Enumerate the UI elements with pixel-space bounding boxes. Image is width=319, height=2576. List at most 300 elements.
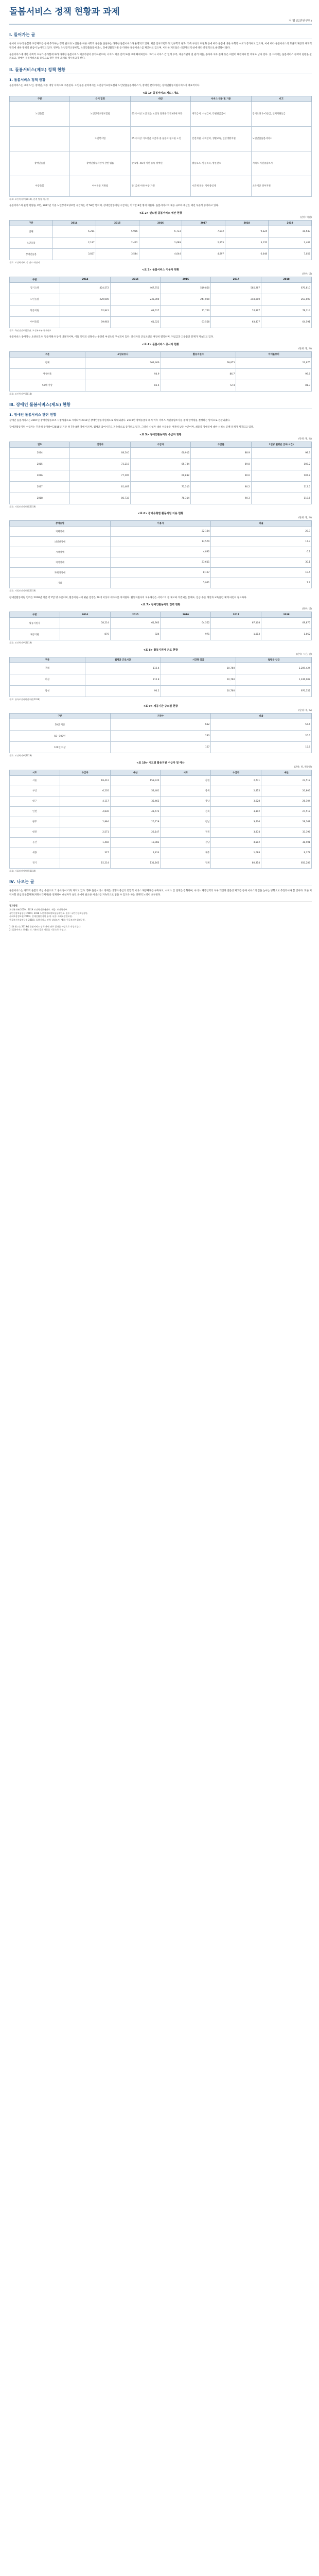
table-cell: 3,406	[211, 817, 261, 827]
table-cell: 8,107	[110, 568, 211, 578]
footnotes	[9, 925, 312, 932]
table-row	[10, 176, 312, 196]
table-cell: 강원	[161, 775, 211, 786]
table-cell: 26,104	[261, 796, 312, 806]
table-cell: 아동돌봄	[10, 176, 70, 196]
table-row	[10, 786, 312, 796]
table-cell: 소득기준 정부지원	[251, 176, 311, 196]
table-cell: 670,810	[261, 282, 312, 294]
table-caption: <표 7> 장애인활동지원 인력 현황	[140, 603, 181, 607]
table-cell: 3,544	[96, 249, 139, 260]
table-cell: 4,044	[139, 249, 182, 260]
table-cell: 노인복지법	[70, 126, 130, 151]
table-row	[10, 719, 312, 731]
table-cell: 72.4	[161, 380, 236, 391]
table-cell: 62,941	[60, 305, 110, 316]
table-row	[10, 282, 312, 294]
table-cell: 363,466	[85, 357, 161, 368]
table-header: 서비스 내용 및 기준	[191, 96, 251, 101]
table-unit: (단위: 명)	[302, 273, 312, 276]
article-title: 돌봄서비스 정책 현황과 과제	[9, 7, 120, 17]
table-header: 구분	[10, 612, 60, 618]
table-unit: (단위: 개, %)	[298, 709, 312, 713]
table-row	[10, 151, 312, 176]
table-cell: 장기요양 1~5등급, 인지지원등급	[251, 101, 311, 126]
table-cell: 3,176	[225, 238, 269, 249]
table-cell: 98.3	[251, 447, 311, 459]
table-caption: <표 2> 연도별 돌봄서비스 예산 현황	[139, 212, 182, 215]
table-cell: 울산	[10, 837, 60, 848]
table-header: 월평균 임금	[236, 657, 312, 663]
table-header: 아이돌보미	[236, 351, 312, 357]
table-row	[10, 537, 312, 547]
table-cell: 99.8	[236, 368, 312, 380]
table-row	[10, 226, 312, 238]
article-author: 저 명 (보건연구원)	[289, 20, 312, 23]
table-cell: 64,552	[161, 618, 211, 629]
table-cell: 38,901	[261, 837, 312, 848]
table-cell: 2018	[10, 493, 70, 504]
table-row	[10, 731, 312, 742]
table-cell: 2,571	[60, 827, 110, 837]
table-row	[10, 578, 312, 588]
table-cell: 50대 이상	[10, 380, 85, 391]
table-cell: 90.3	[191, 493, 251, 504]
table-cell: 81.3	[236, 380, 312, 391]
table-cell: 자폐성장애	[10, 568, 111, 578]
table-cell: 6,205	[60, 786, 110, 796]
table-cell: 1,088	[211, 848, 261, 858]
table-row	[10, 547, 312, 557]
table-cell: 17.3	[211, 537, 312, 547]
table-cell: 2,689	[139, 238, 182, 249]
table-cell: 18,412	[60, 775, 110, 786]
table-row	[10, 101, 312, 126]
table-header: 활동지원사	[161, 351, 236, 357]
table-4	[9, 351, 312, 392]
table-cell: 33,396	[261, 827, 312, 837]
table-cell: 인천	[10, 806, 60, 817]
table-cell: 88.9	[191, 447, 251, 459]
paragraph: 돌봄서비스는 크게 노인, 장애인, 아동 대상 서비스로 구분된다. 노인돌봄 분야에서는 노인장기요양보험과 노인맞춤돌봄서비스가, 장애인 분야에서는 장애인활동지원서비스가 대표적이다.	[9, 84, 200, 88]
table-cell: 58,214	[60, 618, 110, 629]
table-cell: 131,165	[110, 858, 161, 868]
table-row	[10, 685, 312, 697]
table-cell: 2,984	[60, 817, 110, 827]
table-header: 2016	[139, 221, 182, 226]
table-cell: 22,147	[110, 827, 161, 837]
table-5	[9, 442, 312, 504]
table-row	[10, 470, 312, 481]
table-cell: 650,286	[261, 858, 312, 868]
table-header: 2018	[261, 277, 312, 282]
table-cell: 41,672	[110, 806, 161, 817]
table-unit: (단위: 명, %)	[298, 437, 312, 440]
table-cell: 220,000	[60, 294, 110, 305]
table-unit: (단위: 시간, 원)	[296, 653, 312, 656]
table-cell: 89.8	[191, 459, 251, 470]
table-2	[9, 220, 312, 260]
table-header: 시도	[10, 770, 60, 775]
table-cell: 73,218	[70, 459, 130, 470]
table-cell: 86.7	[161, 368, 236, 380]
table-cell: 2017	[10, 481, 70, 493]
table-note: 자료: 보건복지부, 각 연도 예산서	[9, 261, 40, 264]
table-row	[10, 806, 312, 817]
table-header: 비율	[211, 714, 312, 719]
section-heading: Ⅱ. 돌봄서비스(제도) 정책 현황	[9, 67, 312, 74]
table-cell: 2015	[10, 459, 70, 470]
table-cell: 전남	[161, 817, 211, 827]
table-header: 근거 법령	[70, 96, 130, 101]
table-note: 자료: 보건복지부(2019), 관계 법령 재구성	[9, 197, 49, 200]
table-cell: 7.7	[211, 578, 312, 588]
footnote: 1) 본 원고는 2019년 돌봄서비스 정책 관련 연구 결과를 바탕으로 작성되었다.	[9, 925, 81, 928]
table-cell: 90.2	[191, 481, 251, 493]
table-cell: 대구	[10, 796, 60, 806]
table-cell: 69,875	[161, 357, 236, 368]
table-header: 월평균 근로시간	[85, 657, 161, 663]
table-cell: 64,591	[261, 316, 312, 328]
table-note: 자료: 보건복지부(2018)	[9, 392, 32, 395]
table-caption: <표 9> 제공기관 규모별 현황	[143, 705, 178, 708]
table-row	[10, 527, 312, 537]
paragraph: 돌봄서비스의 운영 현황을 보면, 2017년 기준 노인장기요양보험 수급자는 약 58만 명이며, 장애인활동지원 수급자는 약 7만 8천 명에 이른다. 돌봄서비스의 제공 규모와 예산은 매년 꾸준히 증가하고 있다.	[9, 205, 219, 208]
table-cell: 4,836	[60, 806, 110, 817]
table-row	[10, 775, 312, 786]
table-header: 이용자	[110, 521, 211, 527]
table-note: 자료: 사회보장정보원(2019)	[9, 869, 36, 872]
table-cell: 20,806	[261, 786, 312, 796]
table-cell: 전체	[10, 226, 53, 238]
table-7	[9, 612, 312, 640]
table-row	[10, 357, 312, 368]
table-note: 자료: 보건복지부(2019)	[9, 641, 32, 645]
table-header: 수급률	[191, 442, 251, 447]
table-cell: 235,000	[110, 294, 161, 305]
table-cell: 53,481	[110, 786, 161, 796]
table-cell: 4,512	[211, 837, 261, 848]
table-cell: 112.4	[85, 663, 161, 674]
table-cell: 경남	[161, 837, 211, 848]
table-header: 2015	[110, 277, 161, 282]
table-1	[9, 96, 312, 197]
table-cell: 67,108	[211, 618, 261, 629]
table-10	[9, 770, 312, 869]
section-heading: Ⅳ. 나오는 글	[9, 879, 312, 886]
table-cell: 612	[110, 719, 211, 731]
table-header: 예산	[110, 770, 161, 775]
table-row	[10, 380, 312, 391]
table-cell: 10,760	[161, 674, 236, 685]
table-cell: 10,760	[161, 685, 236, 697]
table-cell: 78,314	[130, 493, 190, 504]
table-cell: 12,083	[110, 837, 161, 848]
reference-item: 국민건강보험공단(2019). 2018 노인장기요양보험통계연보. 원주: 국민건강보험공단.	[9, 911, 88, 914]
table-cell: 노인돌봄	[10, 101, 70, 126]
table-caption: <표 3> 돌봄서비스 이용자 현황	[142, 268, 179, 272]
table-cell: 2,731	[211, 775, 261, 786]
table-unit: (단위: 명)	[302, 608, 312, 611]
table-row	[10, 481, 312, 493]
table-cell: 기타	[10, 578, 111, 588]
subsection-heading: 1. 돌봄서비스 정책 현황	[9, 78, 46, 82]
table-cell: 2016	[10, 470, 70, 481]
article-header	[9, 0, 312, 25]
table-cell	[10, 126, 70, 151]
table-cell: 5,214	[52, 226, 96, 238]
table-header: 구분	[10, 221, 53, 226]
table-cell: 6.2	[211, 547, 312, 557]
table-cell: 22,184	[110, 527, 211, 537]
table-cell: 7,056	[269, 249, 312, 260]
paragraph: 들어서 초부터 돌봄과 보장제도를 통해 추가하는 정책 필요와 노인들을 위한 사회적 돌봄을 실천하는 다양한 돌봄서비스가 운영되고 있다. 최근 인구고령화 및 인구학적 변화, 가족 구성의 다변화 등에 따라 돌봄에 대한 사회적 수요가 증가하고 있으며, 이에 따라 돌봄서비스의 효율적 제공과 체계적 관리에 대한 정책적 관심이 높아지고 있다. 정부는 노인장기요양보험, 노인맞춤돌봄서비스, 장애인활동지원 등 다양한 돌봄서비스를 제공하고 있으며, 이러한 제도들은 대상자의 특성에 따라 분절적으로 운영되어 왔다.	[9, 43, 312, 49]
table-cell: 23,512	[261, 775, 312, 786]
table-cell: 대전	[10, 827, 60, 837]
table-cell: 전체	[161, 858, 211, 868]
table-header: 비율	[211, 521, 312, 527]
table-row	[10, 618, 312, 629]
table-row	[10, 557, 312, 568]
table-cell: 59,963	[60, 316, 110, 328]
table-cell: 50~100인	[10, 731, 111, 742]
table-cell: 60,912	[130, 447, 190, 459]
table-cell: 지적장애	[10, 557, 111, 568]
table-row	[10, 294, 312, 305]
table-cell: 활동지원사	[10, 618, 60, 629]
table-cell: 6,733	[139, 226, 182, 238]
table-cell: 73,513	[130, 481, 190, 493]
table-cell: 57.6	[211, 719, 312, 731]
table-header: 대상	[130, 96, 190, 101]
paragraph: 돌봄서비스에 대한 사회적 요구가 증가함에 따라 다양한 돌봄서비스 제공기관이 증가하였으며, 서비스 제공 인력 또한 크게 확대되었다. 그러나 서비스 간 연계 부족, 제공기관의 질 관리 미흡, 종사자 처우 문제 등은 여전히 해결해야 할 과제로 남아 있다. 본 고에서는 돌봄서비스 정책의 현황을 살펴보고, 장애인 돌봄서비스를 중심으로 향후 정책 과제를 제시하고자 한다.	[9, 53, 312, 60]
table-cell: 23,675	[236, 357, 312, 368]
footnote: 2) 돌봄서비스 통계는 각 기관의 공표 자료를 기준으로 하였다.	[9, 928, 66, 931]
table-cell: 78,314	[261, 305, 312, 316]
table-cell: 25,719	[110, 817, 161, 827]
table-header: 2017	[211, 277, 261, 282]
table-header: 비고	[251, 96, 311, 101]
table-cell: 971	[161, 629, 211, 640]
table-cell: 15,214	[60, 858, 110, 868]
table-cell: 103.2	[251, 459, 311, 470]
table-header: 수급자	[130, 442, 190, 447]
table-row	[10, 848, 312, 858]
table-cell: 2,814	[110, 848, 161, 858]
table-cell: 장기요양	[10, 282, 60, 294]
table-9	[9, 713, 312, 753]
table-cell: 63,477	[211, 316, 261, 328]
table-cell: 전체	[10, 357, 85, 368]
table-caption: <표 8> 활동지원사 근로 현황	[143, 648, 178, 652]
table-cell: 2,915	[182, 238, 225, 249]
table-cell: 서비스 지원종합조사	[251, 151, 311, 176]
table-cell: 9,378	[261, 848, 312, 858]
table-note: 자료: 국민건강보험공단, 보건복지부 통계연보	[9, 329, 51, 332]
table-cell: 167	[110, 742, 211, 753]
table-row	[10, 305, 312, 316]
table-cell: 3,192	[211, 806, 261, 817]
table-header: 2016	[161, 277, 211, 282]
table-cell: 115.8	[85, 674, 161, 685]
table-cell: 장애인돌봄	[10, 151, 70, 176]
table-cell: 3,487	[269, 238, 312, 249]
table-cell: 118.6	[251, 493, 311, 504]
table-header: 구분	[10, 714, 111, 719]
table-header: 2016	[161, 612, 211, 618]
table-header: 2014	[52, 221, 96, 226]
table-row	[10, 663, 312, 674]
table-cell: 90.2	[85, 685, 161, 697]
table-cell: 6,048	[225, 249, 269, 260]
table-cell: 74,967	[211, 305, 261, 316]
table-cell: 241,000	[161, 294, 211, 305]
table-cell: 90.6	[191, 470, 251, 481]
paragraph: 장애인 돌봄서비스는 2007년 장애인활동보조 시범사업으로 시작되어 2011년 장애인활동지원제도로 확대되었다. 2019년 장애등급제 폐지 이후 서비스 지원종합조사를 통해 급여량을 결정하는 방식으로 전환되었다.	[9, 419, 231, 422]
table-cell: 제주	[161, 848, 211, 858]
section-heading: Ⅲ. 장애인 돌봄서비스(제도) 현황	[9, 402, 312, 409]
table-cell: 876	[60, 629, 110, 640]
table-row	[10, 817, 312, 827]
table-cell: 467,752	[110, 282, 161, 294]
table-cell: 경기	[10, 858, 60, 868]
table-cell: 327	[60, 848, 110, 858]
table-row	[10, 447, 312, 459]
table-unit: (단위: 명, %)	[298, 517, 312, 520]
table-header: 구분	[10, 351, 85, 357]
table-header: 예산	[261, 770, 312, 775]
table-row	[10, 568, 312, 578]
table-row	[10, 858, 312, 868]
table-cell: 노인맞춤돌봄서비스	[251, 126, 311, 151]
table-cell: 여성	[10, 674, 85, 685]
table-cell: 1,062	[261, 629, 312, 640]
table-header: 2015	[110, 612, 161, 618]
table-cell: 80,314	[211, 858, 261, 868]
table-header: 2019	[269, 221, 312, 226]
table-cell: 7,812	[182, 226, 225, 238]
table-cell: 26.6	[211, 731, 312, 742]
table-8	[9, 657, 312, 697]
table-cell: 남성	[10, 685, 85, 697]
paragraph: 돌봄서비스 종사자는 요양보호사, 활동지원사 등이 대표적이며, 이들 인력의 상당수는 중장년 여성으로 구성되어 있다. 종사자의 근로조건은 여전히 열악하며, 저임금과 고용불안 문제가 지속되고 있다.	[9, 336, 214, 338]
table-cell: 69,875	[261, 618, 312, 629]
table-cell: 10,760	[161, 663, 236, 674]
table-row	[10, 827, 312, 837]
paragraph: 돌봄서비스는 사회적 돌봄의 핵심 수단으로 그 중요성이 더욱 커지고 있다. 향후 돌봄서비스 정책은 대상자 중심의 통합적 서비스 제공체계를 구축하고, 서비스 간 연계를 강화하며, 서비스 제공인력의 처우 개선과 전문성 제고를 통해 서비스의 질을 높이는 방향으로 추진되어야 할 것이다. 또한 지역사회 중심의 돌봄체계(커뮤니티케어)와 연계하여 대상자가 살던 곳에서 필요한 서비스를 지속적으로 받을 수 있도록 하는 정책적 노력이 요구된다.	[9, 890, 312, 896]
table-cell: 부산	[10, 786, 60, 796]
table-cell: 100인 이상	[10, 742, 111, 753]
table-cell: 장애인활동지원에 관한 법률	[70, 151, 130, 176]
table-unit: (단위: 명, 백만원)	[294, 766, 312, 769]
table-header: 수급자	[211, 770, 261, 775]
table-cell: 585,287	[211, 282, 261, 294]
table-cell: 263,000	[261, 294, 312, 305]
table-cell: 지체장애	[10, 527, 111, 537]
table-cell: 세종	[10, 848, 60, 858]
table-cell: 65,734	[130, 459, 190, 470]
table-cell: 13,579	[110, 537, 211, 547]
table-cell: 158,740	[110, 775, 161, 786]
table-header: 2017	[211, 612, 261, 618]
table-row	[10, 126, 312, 151]
table-header: 2018	[261, 612, 312, 618]
table-cell: 50인 미만	[10, 719, 111, 731]
table-header: 신청자	[70, 442, 130, 447]
table-cell: 3,874	[211, 827, 261, 837]
table-header: 1인당 월평균 급여(시간)	[251, 442, 311, 447]
table-cell: 10.4	[211, 568, 312, 578]
table-cell: 1,246,008	[236, 674, 312, 685]
table-unit: (단위: 억원)	[299, 216, 312, 219]
table-cell: 2,412	[96, 238, 139, 249]
table-cell: 63,558	[161, 316, 211, 328]
table-header: 2017	[182, 221, 225, 226]
table-cell: 여성비율	[10, 368, 85, 380]
table-cell: 3,027	[52, 249, 96, 260]
table-cell: 재가급여, 시설급여, 특별현금급여	[191, 101, 251, 126]
table-cell: 29,368	[261, 817, 312, 827]
table-cell: 424,572	[60, 282, 110, 294]
table-row	[10, 674, 312, 685]
table-cell: 924	[110, 629, 161, 640]
table-header: 장애유형	[10, 521, 111, 527]
table-cell: 2,187	[52, 238, 96, 249]
table-cell: 69,832	[130, 470, 190, 481]
table-cell: 안전지원, 사회참여, 생활교육, 일상생활지원	[191, 126, 251, 151]
references-title: 참고문헌	[9, 904, 17, 907]
table-cell: 112.5	[251, 481, 311, 493]
table-cell: 61,322	[110, 316, 161, 328]
subsection-heading: 1. 장애인 돌봄서비스 관련 현황	[9, 413, 57, 417]
table-cell: 65세 이상 노인 또는 노인성 질병을 가진 65세 미만	[130, 101, 190, 126]
table-row	[10, 459, 312, 470]
table-cell: 4,892	[110, 547, 211, 557]
table-cell: 2,415	[211, 786, 261, 796]
table-cell: 283	[110, 731, 211, 742]
reference-item: 보건복지부(2019). 2019 보건복지통계연보. 세종: 보건복지부.	[9, 908, 68, 911]
table-cell: 107.8	[251, 470, 311, 481]
table-cell: 5,956	[96, 226, 139, 238]
table-cell: 1,209,424	[236, 663, 312, 674]
table-cell: 10,543	[269, 226, 312, 238]
table-cell: 5,941	[110, 578, 211, 588]
references	[9, 902, 312, 922]
table-cell: 서울	[10, 775, 60, 786]
table-cell: 4,897	[182, 249, 225, 260]
table-row	[10, 742, 312, 753]
table-cell: 65세 이상 기초연금 수급자 중 돌봄이 필요한 노인	[130, 126, 190, 151]
table-cell: 1,402	[60, 837, 110, 848]
table-cell: 519,850	[161, 282, 211, 294]
table-cell: 충북	[161, 786, 211, 796]
table-header: 기관수	[110, 714, 211, 719]
table-caption: <표 6> 장애유형별 활동지원 이용 현황	[137, 512, 184, 516]
table-header: 연도	[10, 442, 70, 447]
table-cell: 86,732	[70, 493, 130, 504]
table-cell: 노인돌봄	[10, 294, 60, 305]
table-caption: <표 4> 돌봄서비스 종사자 현황	[142, 343, 179, 346]
table-cell: 23,611	[110, 557, 211, 568]
table-row	[10, 316, 312, 328]
table-header: 2018	[225, 221, 269, 226]
table-row	[10, 837, 312, 848]
table-cell: 15.8	[211, 742, 312, 753]
table-note: 자료: 사회보장정보원(2019)	[9, 505, 36, 508]
table-cell: 시각장애	[10, 547, 111, 557]
table-cell: 68,540	[70, 447, 130, 459]
table-cell: 4,117	[60, 796, 110, 806]
